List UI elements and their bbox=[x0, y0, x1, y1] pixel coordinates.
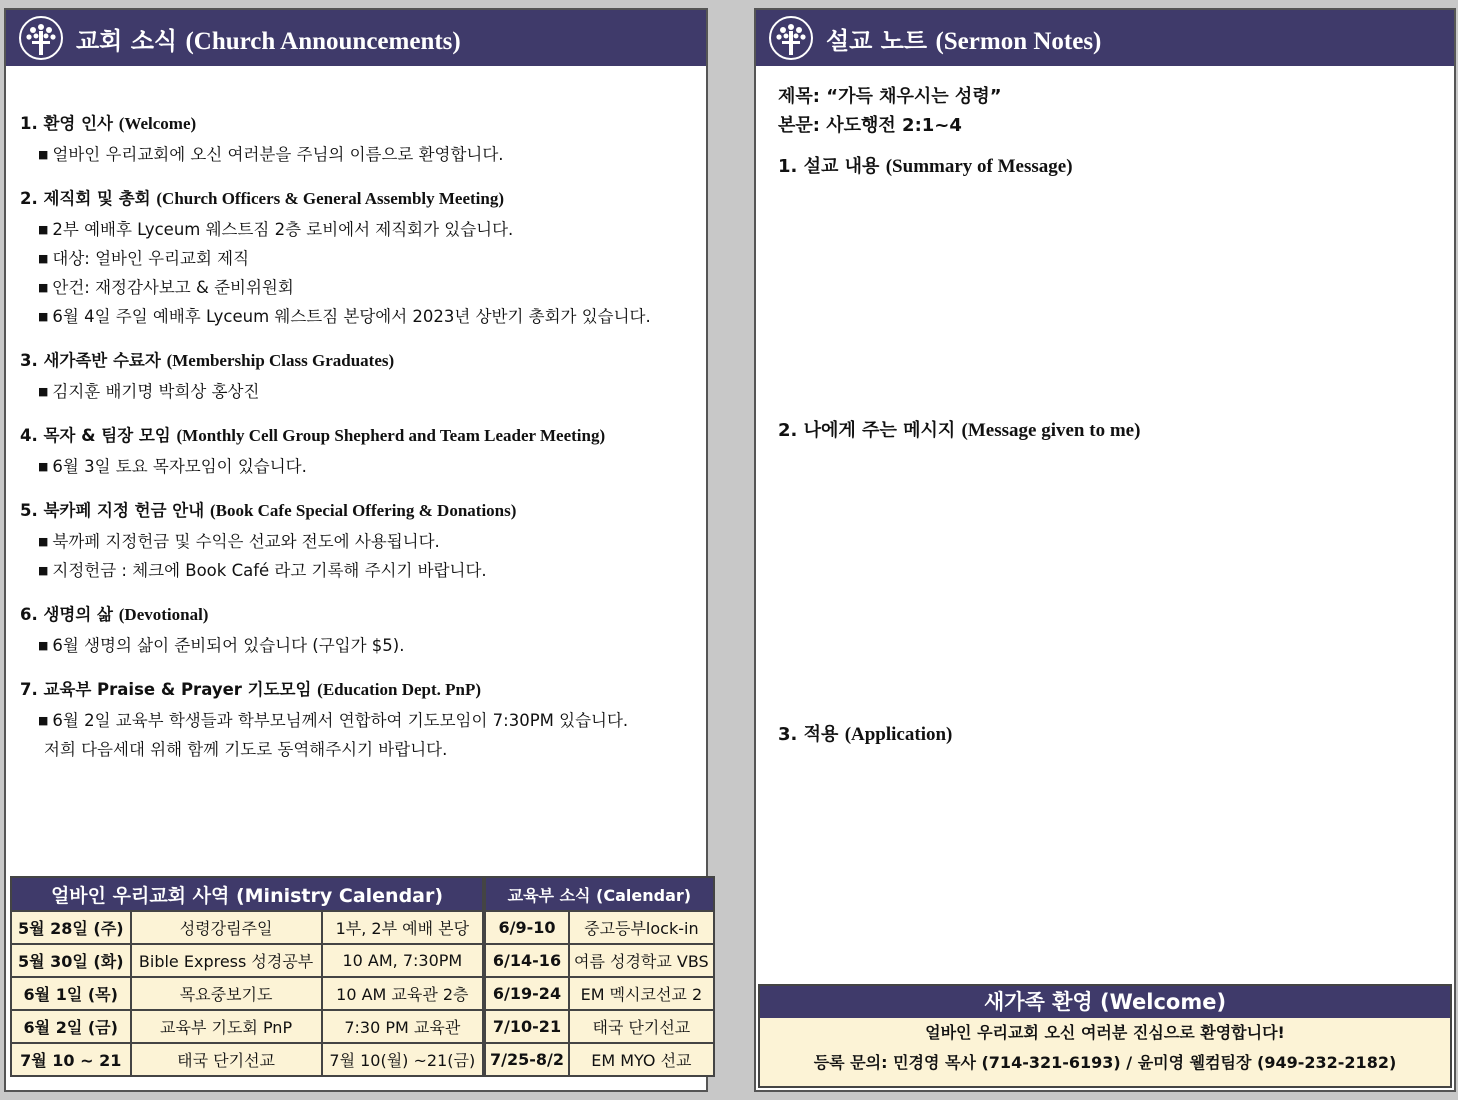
bullet-text: 얼바인 우리교회에 오신 여러분을 주님의 이름으로 환영합니다. bbox=[52, 145, 504, 164]
bullet-text: 김지훈 배기명 박희상 홍상진 bbox=[52, 382, 260, 401]
bullet-icon: ■ bbox=[38, 281, 49, 294]
calendar-event: 중고등부lock-in bbox=[569, 911, 714, 944]
education-calendar-title: 교육부 소식 (Calendar) bbox=[485, 877, 714, 911]
sermon-topic: 제목: “가득 채우시는 성령” bbox=[778, 86, 1002, 107]
bullet-icon: ■ bbox=[38, 252, 49, 265]
calendar-date: 5월 28일 (주) bbox=[11, 911, 131, 944]
section-title bbox=[20, 422, 696, 446]
calendar-date: 6/14-16 bbox=[485, 944, 569, 977]
calendar-detail: 10 AM 교육관 2층 bbox=[322, 977, 483, 1010]
announcement-devotional bbox=[20, 601, 696, 660]
bullet-item bbox=[38, 302, 696, 331]
section-title bbox=[20, 185, 696, 209]
section-title-ko: 2. 나에게 주는 메시지 bbox=[778, 420, 956, 441]
calendar-event: 교육부 기도회 PnP bbox=[131, 1010, 322, 1043]
table-row bbox=[11, 1043, 483, 1076]
bullet-item bbox=[38, 244, 696, 273]
calendar-date: 7/25-8/2 bbox=[485, 1043, 569, 1076]
section-title-ko: 7. 교육부 Praise & Prayer 기도모임 bbox=[20, 680, 312, 699]
section-title-ko: 3. 적용 bbox=[778, 724, 839, 745]
bullet-icon: ■ bbox=[38, 223, 49, 236]
sermon-summary-heading bbox=[778, 152, 1073, 178]
announcement-leader-meeting bbox=[20, 422, 696, 481]
announcement-education-pnp bbox=[20, 676, 696, 764]
section-title-en: (Education Dept. PnP) bbox=[317, 680, 482, 699]
section-title-en: (Monthly Cell Group Shepherd and Team Leader Meeting) bbox=[176, 426, 606, 445]
section-title-ko: 3. 새가족반 수료자 bbox=[20, 351, 161, 370]
bullet-item bbox=[38, 527, 696, 556]
table-row bbox=[485, 911, 714, 944]
calendar-event: 여름 성경학교 VBS bbox=[569, 944, 714, 977]
bullet-icon: ■ bbox=[38, 564, 49, 577]
table-row bbox=[485, 1043, 714, 1076]
bullet-item bbox=[38, 215, 696, 244]
announcements-title-ko: 교회 소식 bbox=[76, 26, 178, 55]
ministry-calendar-table bbox=[10, 876, 484, 1077]
welcome-message: 얼바인 우리교회 오신 여러분 진심으로 환영합니다! bbox=[925, 1023, 1285, 1042]
bullet-icon: ■ bbox=[38, 385, 49, 398]
calendar-detail: 10 AM, 7:30PM bbox=[322, 944, 483, 977]
welcome-title: 새가족 환영 (Welcome) bbox=[760, 986, 1450, 1018]
sermon-application-heading bbox=[778, 720, 952, 746]
sermon-scripture: 본문: 사도행전 2:1~4 bbox=[778, 115, 962, 136]
calendar-event: 성령강림주일 bbox=[131, 911, 322, 944]
announcements-title bbox=[76, 21, 461, 56]
sermon-title bbox=[826, 21, 1101, 56]
announcement-list bbox=[20, 110, 696, 780]
calendar-event: 태국 단기선교 bbox=[569, 1010, 714, 1043]
announcements-header bbox=[6, 10, 706, 66]
calendar-detail: 7:30 PM 교육관 bbox=[322, 1010, 483, 1043]
bullet-text: 대상: 얼바인 우리교회 제직 bbox=[52, 249, 250, 268]
section-title-en: (Application) bbox=[844, 724, 953, 745]
announcement-graduates bbox=[20, 347, 696, 406]
bullet-text: 6월 3일 토요 목자모임이 있습니다. bbox=[52, 457, 307, 476]
bullet-icon: ■ bbox=[38, 714, 49, 727]
calendar-date: 5월 30일 (화) bbox=[11, 944, 131, 977]
calendar-event: 태국 단기선교 bbox=[131, 1043, 322, 1076]
bullet-text: 6월 생명의 삶이 준비되어 있습니다 (구입가 $5). bbox=[52, 636, 405, 655]
bullet-icon: ■ bbox=[38, 535, 49, 548]
calendar-date: 7월 10 ~ 21 bbox=[11, 1043, 131, 1076]
bullet-text: 2부 예배후 Lyceum 웨스트짐 2층 로비에서 제직회가 있습니다. bbox=[52, 220, 514, 239]
bullet-item bbox=[38, 706, 696, 735]
calendar-date: 7/10-21 bbox=[485, 1010, 569, 1043]
sermon-info bbox=[778, 82, 1444, 140]
church-tree-logo-icon bbox=[768, 15, 814, 61]
calendar-event: 목요중보기도 bbox=[131, 977, 322, 1010]
calendar-date: 6월 2일 (금) bbox=[11, 1010, 131, 1043]
section-title-ko: 6. 생명의 삶 bbox=[20, 605, 113, 624]
church-announcements-panel bbox=[4, 8, 708, 1092]
bullet-continuation: 저희 다음세대 위해 함께 기도로 동역해주시기 바랍니다. bbox=[44, 740, 448, 759]
registration-contact: 등록 문의: 민경영 목사 (714-321-6193) / 윤미영 웰컴팀장 (949-232-2182) bbox=[813, 1053, 1397, 1072]
section-title bbox=[20, 601, 696, 625]
bullet-item bbox=[38, 452, 696, 481]
section-title-en: (Book Cafe Special Offering & Donations) bbox=[209, 501, 517, 520]
bullet-item bbox=[38, 631, 696, 660]
bullet-item bbox=[38, 140, 696, 169]
section-title-en: (Membership Class Graduates) bbox=[166, 351, 395, 370]
section-title bbox=[20, 676, 696, 700]
bullet-text: 6월 4일 주일 예배후 Lyceum 웨스트짐 본당에서 2023년 상반기 총회가 있습니다. bbox=[52, 307, 651, 326]
bullet-icon: ■ bbox=[38, 460, 49, 473]
calendar-event: EM 멕시코선교 2 bbox=[569, 977, 714, 1010]
calendar-event: Bible Express 성경공부 bbox=[131, 944, 322, 977]
section-title-en: (Church Officers & General Assembly Meeting) bbox=[156, 189, 505, 208]
section-title-ko: 5. 북카페 지정 헌금 안내 bbox=[20, 501, 205, 520]
calendar-date: 6월 1일 (목) bbox=[11, 977, 131, 1010]
calendar-event: EM MYO 선교 bbox=[569, 1043, 714, 1076]
table-row bbox=[11, 977, 483, 1010]
calendar-date: 6/19-24 bbox=[485, 977, 569, 1010]
bullet-item bbox=[38, 556, 696, 585]
table-row bbox=[485, 1010, 714, 1043]
section-title-en: (Welcome) bbox=[118, 114, 197, 133]
table-row bbox=[485, 977, 714, 1010]
table-row bbox=[11, 911, 483, 944]
section-title-en: (Summary of Message) bbox=[885, 156, 1073, 177]
bullet-text: 안건: 재정감사보고 & 준비위원회 bbox=[52, 278, 294, 297]
bullet-text: 6월 2일 교육부 학생들과 학부모님께서 연합하여 기도모임이 7:30PM 있습니다. bbox=[52, 711, 629, 730]
section-title-ko: 1. 환영 인사 bbox=[20, 114, 113, 133]
table-row bbox=[11, 1010, 483, 1043]
sermon-title-en: (Sermon Notes) bbox=[935, 27, 1102, 55]
section-title-ko: 2. 제직회 및 총회 bbox=[20, 189, 151, 208]
calendar-detail: 7월 10(월) ~21(금) bbox=[322, 1043, 483, 1076]
announcement-book-cafe bbox=[20, 497, 696, 585]
bullet-icon: ■ bbox=[38, 148, 49, 161]
bullet-icon: ■ bbox=[38, 310, 49, 323]
new-family-welcome-box bbox=[758, 984, 1452, 1088]
sermon-message-heading bbox=[778, 416, 1140, 442]
table-row bbox=[11, 944, 483, 977]
calendar-date: 6/9-10 bbox=[485, 911, 569, 944]
announcements-title-en: (Church Announcements) bbox=[185, 27, 461, 55]
calendar-detail: 1부, 2부 예배 본당 bbox=[322, 911, 483, 944]
bullet-icon: ■ bbox=[38, 639, 49, 652]
sermon-header bbox=[756, 10, 1454, 66]
bullet-item bbox=[38, 377, 696, 406]
ministry-calendar-title: 얼바인 우리교회 사역 (Ministry Calendar) bbox=[11, 877, 483, 911]
section-title-en: (Message given to me) bbox=[961, 420, 1141, 441]
section-title-ko: 1. 설교 내용 bbox=[778, 156, 880, 177]
bullet-text: 북까페 지정헌금 및 수익은 선교와 전도에 사용됩니다. bbox=[52, 532, 440, 551]
section-title bbox=[20, 347, 696, 371]
bullet-text: 지정헌금 : 체크에 Book Café 라고 기록해 주시기 바랍니다. bbox=[52, 561, 487, 580]
section-title bbox=[20, 110, 696, 134]
table-row bbox=[485, 944, 714, 977]
church-tree-logo-icon bbox=[18, 15, 64, 61]
bullet-item bbox=[38, 273, 696, 302]
education-calendar-table bbox=[484, 876, 715, 1077]
announcement-officers-meeting bbox=[20, 185, 696, 331]
section-title bbox=[20, 497, 696, 521]
section-title-en: (Devotional) bbox=[118, 605, 209, 624]
sermon-notes-panel bbox=[754, 8, 1456, 1092]
sermon-title-ko: 설교 노트 bbox=[826, 26, 928, 55]
section-title-ko: 4. 목자 & 팀장 모임 bbox=[20, 426, 171, 445]
announcement-welcome bbox=[20, 110, 696, 169]
